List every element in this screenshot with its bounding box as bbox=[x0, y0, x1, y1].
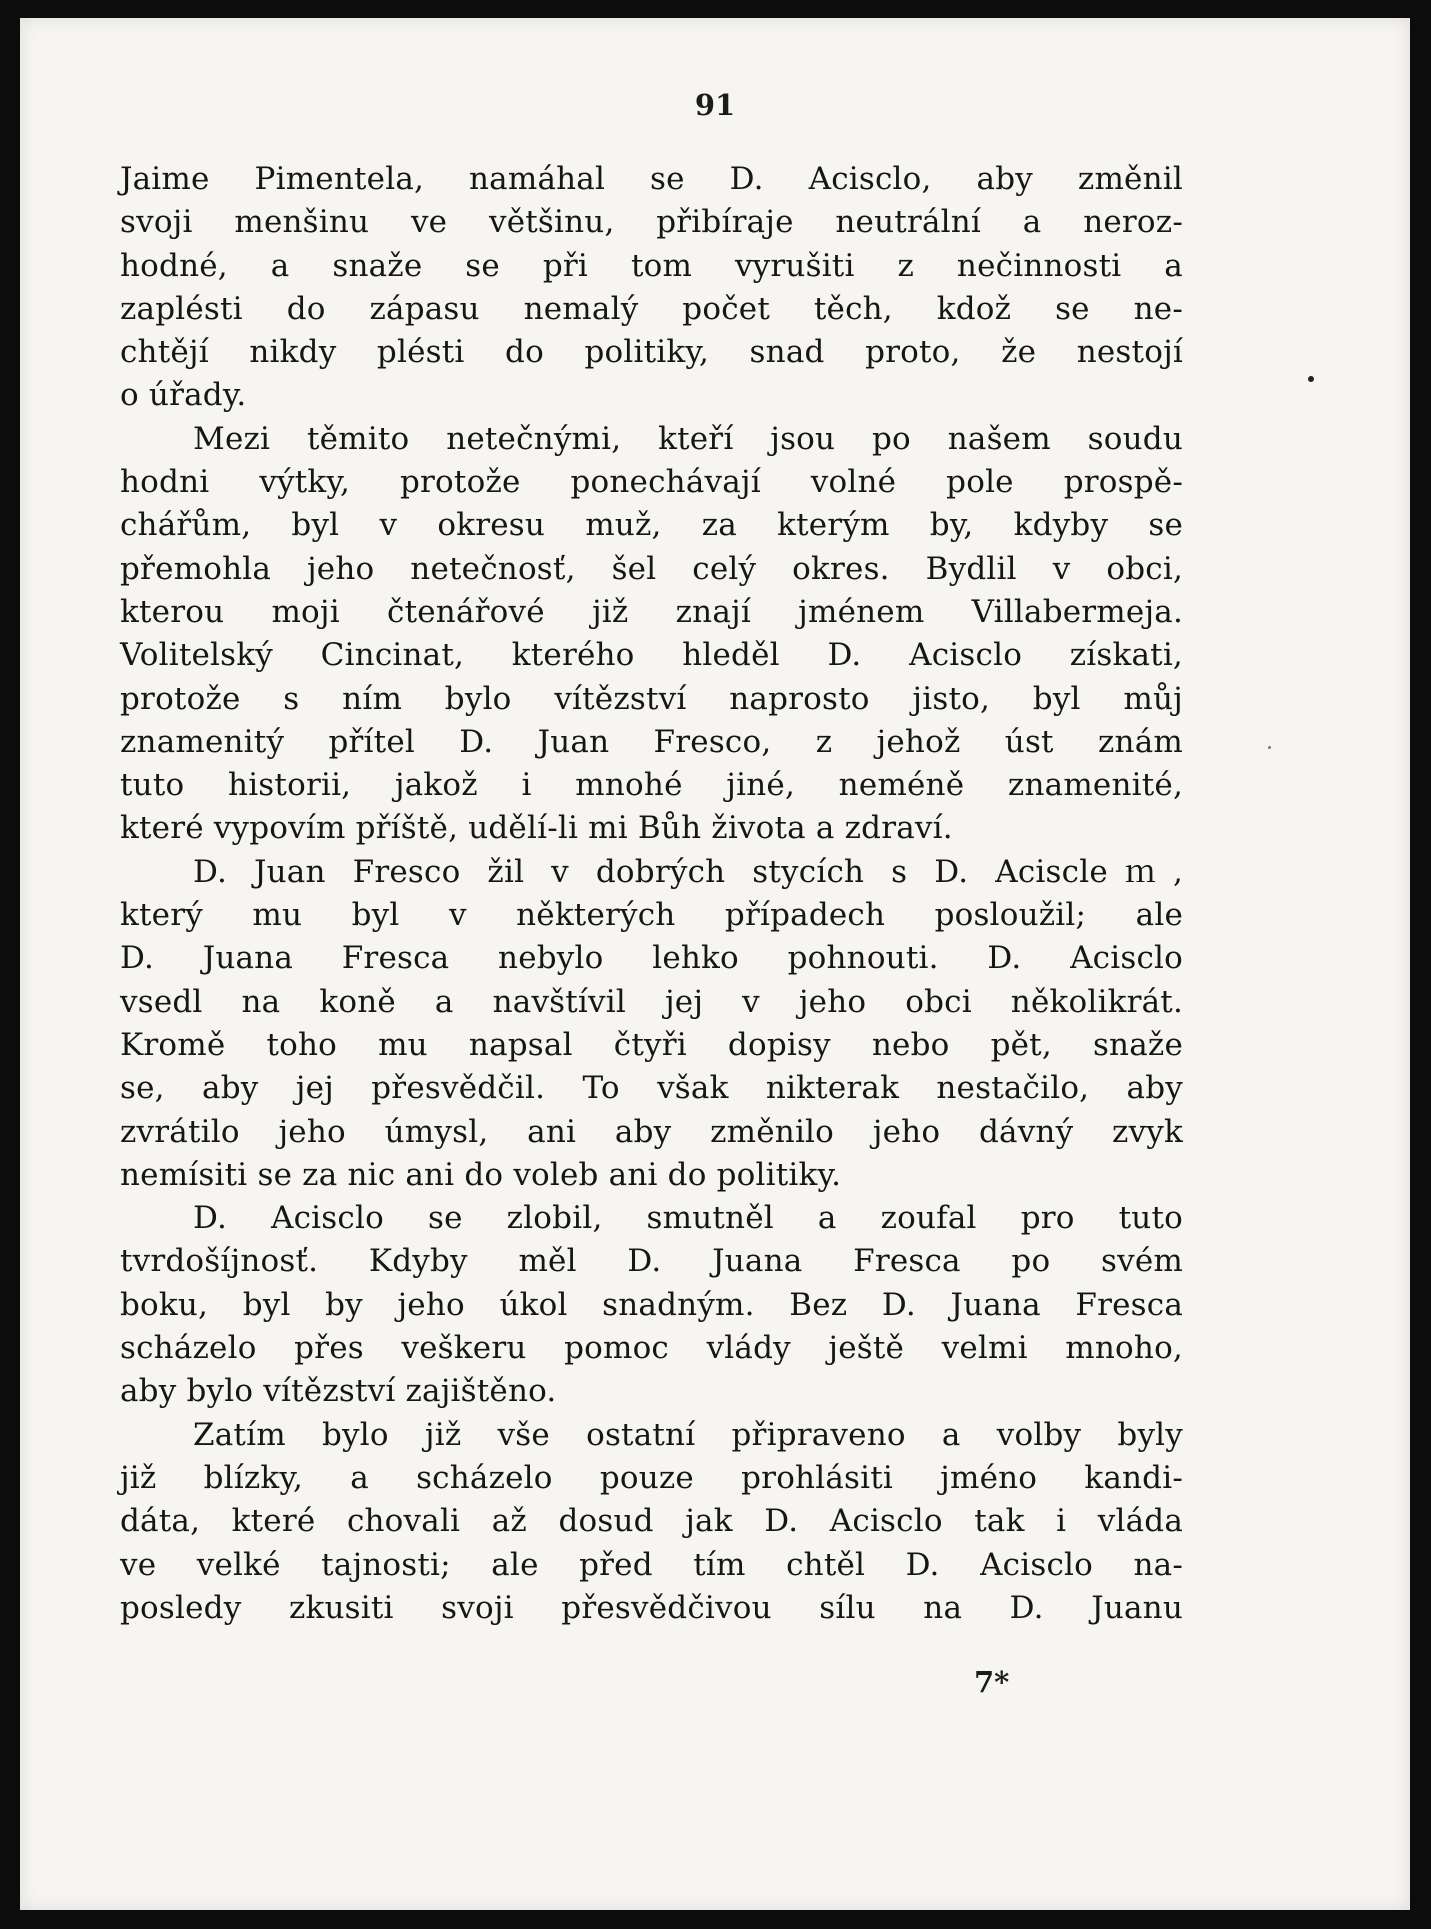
text-line: chtějí nikdy plésti do politiky, snad proto, že nestojí bbox=[120, 334, 1183, 371]
text-line: hodni výtky, protože ponechávají volné pole prospě- bbox=[120, 464, 1183, 501]
text-line: který mu byl v některých případech posloužil; ale bbox=[120, 897, 1183, 934]
text-line: svoji menšinu ve většinu, přibíraje neutrální a neroz- bbox=[120, 204, 1183, 241]
text-line: D. Acisclo se zlobil, smutněl a zoufal pro tuto bbox=[193, 1200, 1183, 1237]
text-line: již blízky, a scházelo pouze prohlásiti jméno kandi- bbox=[120, 1459, 1183, 1496]
text-line: Jaime Pimentela, namáhal se D. Acisclo, aby změnil bbox=[120, 161, 1183, 197]
text-line: protože s ním bylo vítězství naprosto jisto, byl můj bbox=[120, 680, 1183, 717]
text-line: posledy zkusiti svoji přesvědčivou sílu na D. Juanu bbox=[120, 1589, 1183, 1626]
text-line: znamenitý přítel D. Juan Fresco, z jehož úst znám bbox=[120, 723, 1183, 760]
text-line: tuto historii, jakož i mnohé jiné, neméně znamenité, bbox=[120, 767, 1183, 804]
text-line: o úřady. bbox=[120, 377, 247, 414]
text-line: dáta, které chovali až dosud jak D. Acisclo tak i vláda bbox=[120, 1503, 1183, 1540]
text-line: tvrdošíjnosť. Kdyby měl D. Juana Fresca po svém bbox=[120, 1243, 1183, 1280]
text-line: Kromě toho mu napsal čtyři dopisy nebo pět, snaže bbox=[120, 1026, 1183, 1063]
text-line: scházelo přes veškeru pomoc vlády ještě velmi mnoho, bbox=[120, 1330, 1183, 1367]
text-line: D. Juan Fresco žil v dobrých stycích s D. Aciscleｍ, bbox=[193, 853, 1183, 890]
page-number: 91 bbox=[694, 88, 736, 122]
body-text bbox=[120, 158, 1183, 1630]
book-page bbox=[20, 18, 1410, 1910]
text-line: D. Juana Fresca nebylo lehko pohnouti. D. Acisclo bbox=[120, 940, 1183, 977]
text-line: zaplésti do zápasu nemalý počet těch, kdož se ne- bbox=[120, 290, 1183, 327]
text-line: vsedl na koně a navštívil jej v jeho obci několikrát. bbox=[120, 983, 1183, 1020]
ink-speck bbox=[1268, 746, 1271, 749]
text-line: Mezi těmito netečnými, kteří jsou po našem soudu bbox=[193, 420, 1183, 457]
text-line: přemohla jeho netečnosť, šel celý okres. Bydlil v obci, bbox=[120, 550, 1183, 587]
text-line: boku, byl by jeho úkol snadným. Bez D. Juana Fresca bbox=[120, 1286, 1183, 1323]
ink-speck bbox=[1308, 376, 1314, 382]
text-line: které vypovím příště, udělí-li mi Bůh života a zdraví. bbox=[120, 810, 953, 847]
text-line: se, aby jej přesvědčil. To však nikterak nestačilo, aby bbox=[120, 1070, 1183, 1107]
text-line: Zatím bylo již vše ostatní připraveno a volby byly bbox=[193, 1416, 1183, 1453]
text-line: Volitelský Cincinat, kterého hleděl D. Acisclo získati, bbox=[120, 637, 1183, 674]
text-line: nemísiti se za nic ani do voleb ani do politiky. bbox=[120, 1156, 842, 1193]
text-line: hodné, a snaže se při tom vyrušiti z nečinnosti a bbox=[120, 247, 1183, 284]
text-line: aby bylo vítězství zajištěno. bbox=[120, 1373, 557, 1410]
text-line: ve velké tajnosti; ale před tím chtěl D. Acisclo na- bbox=[120, 1546, 1183, 1583]
signature-mark: 7* bbox=[974, 1665, 1010, 1699]
text-line: chářům, byl v okresu muž, za kterým by, kdyby se bbox=[120, 507, 1183, 544]
text-line: zvrátilo jeho úmysl, ani aby změnilo jeho dávný zvyk bbox=[120, 1113, 1183, 1150]
text-line: kterou moji čtenářové již znají jménem Villabermeja. bbox=[120, 593, 1183, 630]
